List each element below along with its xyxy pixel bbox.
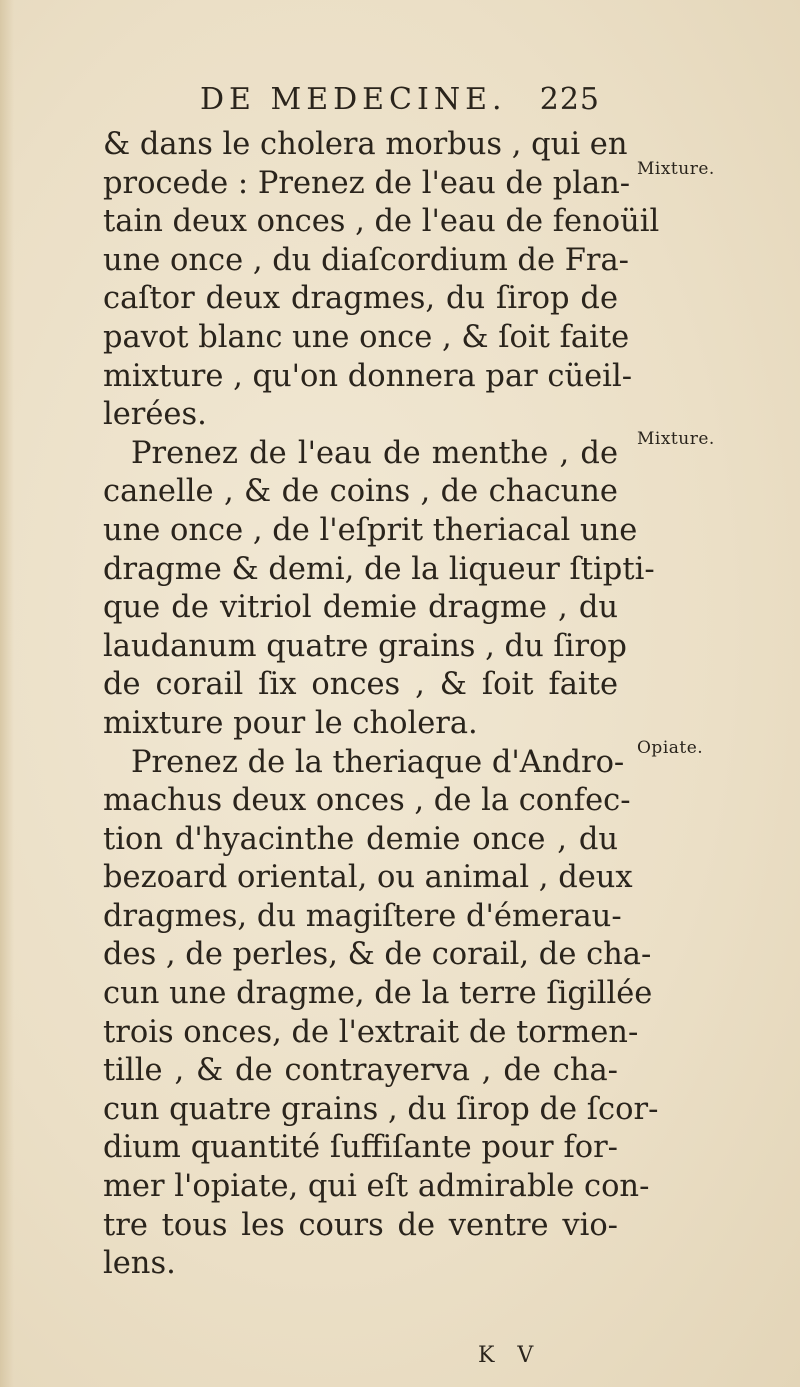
text-line: laudanum quatre grains , du ſirop xyxy=(103,628,627,664)
text-line: bezoard oriental, ou animal , deux xyxy=(103,860,633,896)
text-line: mixture , qu'on donnera par cüeil- xyxy=(103,358,632,394)
text-line: mixture pour le cholera. xyxy=(103,705,478,741)
text-line: tion d'hyacinthe demie once , du xyxy=(103,821,618,857)
text-line: cun une dragme, de la terre ſigillée xyxy=(103,976,653,1012)
margin-note: Mixture. xyxy=(637,428,715,449)
text-line: des , de perles, & de corail, de cha- xyxy=(103,937,652,973)
text-line: dium quantité ſuffiſante pour for- xyxy=(103,1130,618,1166)
text-line: une once , du diaſcordium de Fra- xyxy=(103,242,629,278)
text-line: dragmes, du magiſtere d'émerau- xyxy=(103,898,622,934)
text-line: trois onces, de l'extrait de tormen- xyxy=(103,1014,639,1050)
running-head xyxy=(200,82,600,122)
text-line: que de vitriol demie dragme , du xyxy=(103,590,618,626)
margin-note: Opiate. xyxy=(637,737,704,758)
text-line: canelle , & de coins , de chacune xyxy=(103,474,618,510)
text-line: mer l'opiate, qui eſt admirable con- xyxy=(103,1169,650,1205)
text-line: Prenez de l'eau de menthe , de xyxy=(131,435,618,471)
text-line: tre tous les cours de ventre vio- xyxy=(103,1207,618,1243)
running-title: DE MEDECINE. xyxy=(200,82,507,117)
text-line: tain deux onces , de l'eau de fenoüil xyxy=(103,204,660,240)
text-line: pavot blanc une once , & ſoit faite xyxy=(103,319,630,355)
text-line: lens. xyxy=(103,1246,176,1282)
text-line: machus deux onces , de la confec- xyxy=(103,783,631,819)
text-line: de corail ſix onces , & ſoit faite xyxy=(103,667,618,703)
text-line: lerées. xyxy=(103,397,207,433)
text-line: Prenez de la theriaque d'Andro- xyxy=(131,744,625,780)
text-line: & dans le cholera morbus , qui en xyxy=(103,127,628,162)
gutter-shadow xyxy=(0,0,14,1387)
body-text xyxy=(103,126,660,1284)
margin-note: Mixture. xyxy=(637,158,715,179)
text-line: une once , de l'eſprit theriacal une xyxy=(103,512,638,548)
page-number: 225 xyxy=(539,82,600,117)
text-line: caſtor deux dragmes, du ſirop de xyxy=(103,281,618,317)
signature-mark: K V xyxy=(478,1343,542,1368)
text-line: cun quatre grains , du ſirop de ſcor- xyxy=(103,1091,659,1127)
text-line: dragme & demi, de la liqueur ſtipti- xyxy=(103,551,655,587)
text-line: tille , & de contrayerva , de cha- xyxy=(103,1053,618,1089)
text-line: procede : Prenez de l'eau de plan- xyxy=(103,165,631,201)
